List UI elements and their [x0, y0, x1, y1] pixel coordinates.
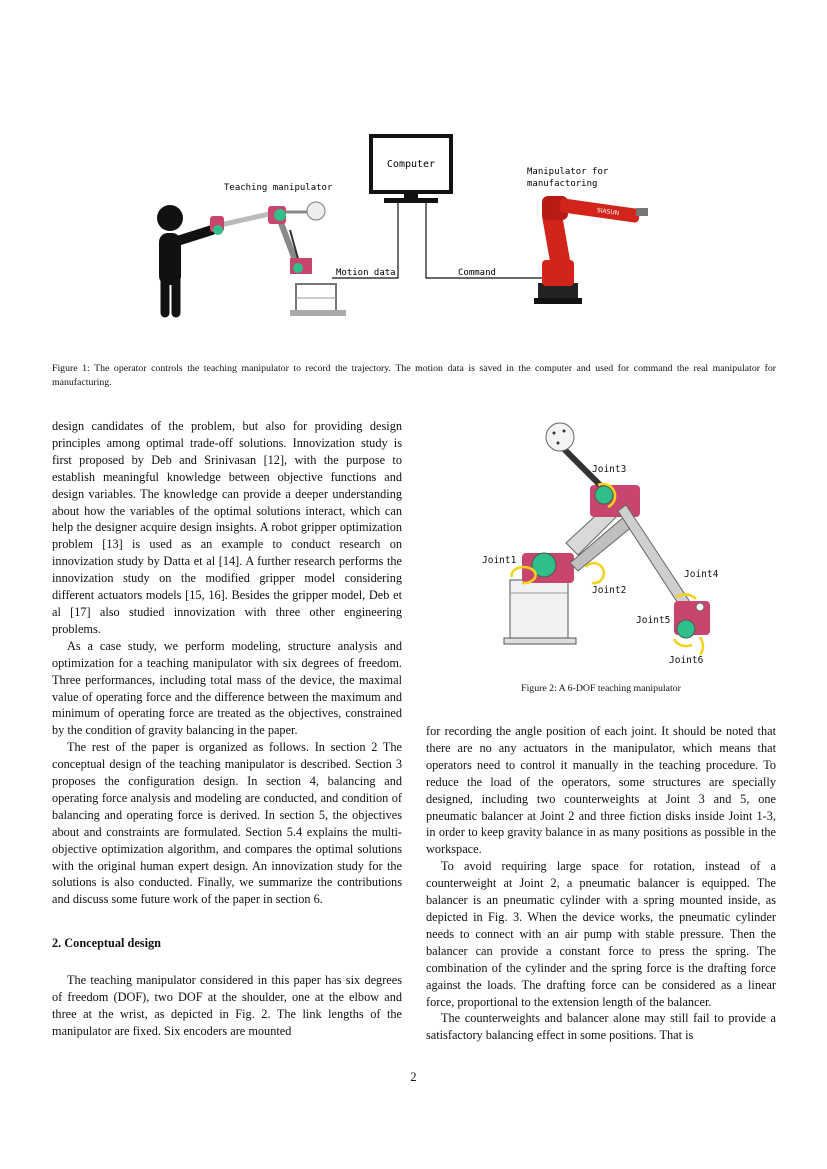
paragraph: The rest of the paper is organized as follows. In section 2 The conceptual design of the teaching manipulator is described. Section 3 proposes the configuration design. In section 4, balancing and operating force analysis and modeling are conducted, and condition of balancing and operating force is derived. In section 5, the objectives about and constraints are formulated. Section 5.4 explains the multi-objective optimization algorithm, and compares the optimal solutions with the original human expert design. An innovization study for the solutions is also conducted. Finally, we summarize the contributions and discuss some future work of the paper in section 6. — [52, 740, 402, 907]
operator-figure — [157, 205, 212, 313]
teaching-manipulator-label: Teaching manipulator — [224, 183, 333, 193]
figure-1 — [150, 130, 670, 350]
figure-2-caption: Figure 2: A 6-DOF teaching manipulator — [521, 683, 681, 694]
motion-data-line — [332, 203, 398, 278]
command-line — [426, 203, 546, 278]
counterweight-disk — [546, 423, 574, 451]
left-column — [52, 418, 402, 1040]
manipulator-label-line1: Manipulator for — [527, 167, 609, 177]
paragraph: The counterweights and balancer alone may still fail to provide a satisfactory balancing effect in some positions. That is — [426, 1011, 776, 1043]
manipulator-label-line2: manufactoring — [527, 179, 598, 189]
teaching-manipulator-drawing — [210, 202, 346, 316]
paragraph: for recording the angle position of each joint. It should be noted that there are no any actuators in the manipulator, which means that operators need to control it manually in the teaching procedure. To reduce the load of the operators, some structures are specially designed, including two counterweights at Joint 3 and 5, one pneumatic balancer at Joint 2 and three fiction disks inside Joint 1-3, in order to keep gravity balance in as many positions as possible in the workspace. — [426, 724, 776, 857]
joint4-label: Joint4 — [684, 569, 719, 580]
section-heading: 2. Conceptual design — [52, 936, 161, 951]
figure-1-caption: Figure 1: The operator controls the teaching manipulator to record the trajectory. The motion data is saved in the computer and used for command the real manipulator for manufacturing. — [52, 363, 776, 388]
joint2-label: Joint2 — [592, 585, 627, 596]
figure-2 — [478, 415, 728, 670]
manufacturing-robot-drawing — [534, 196, 648, 304]
base-stand — [510, 580, 568, 638]
joint3-label: Joint3 — [592, 464, 627, 475]
paragraph: design candidates of the problem, but also for providing design principles among optimal trade-off solutions. Innovization study is first proposed by Deb and Srinivasan [12], with the purpose to establish meaningful knowledge between objective functions and design variables. The knowledge can provide a deeper understanding about how the variables of the optimal solutions interact, which can help the designer acquire design insights. A robot gripper optimization problem [13] is used as an example to conduct research on innovization study by Datta et al [14]. A further research performs the innovization study on the modified gripper model considering different actuators models [15, 16]. Besides the gripper model, Deb et al [17] also studied innovization with three other engineering problems. — [52, 419, 402, 636]
command-label: Command — [458, 268, 496, 278]
right-column — [426, 723, 776, 1044]
robot-brand-label: SIASUN — [596, 207, 620, 218]
computer-label: Computer — [386, 159, 436, 170]
joint6-label: Joint6 — [669, 655, 704, 666]
page-number: 2 — [410, 1070, 417, 1084]
motion-data-label: Motion data — [336, 268, 396, 278]
paragraph: To avoid requiring large space for rotation, instead of a counterweight at Joint 2, a pneumatic balancer is equipped. The balancer is an pneumatic cylinder with a spring mounted inside, as depicted in Fig. 3. When the device works, the pneumatic cylinder needs to connect with an air pump with stable pressure. Then the balancer can provide a constant force to press the spring. The combination of the cylinder and the spring force is the drafting force against the loads. The drafting force can be considered as a linear force, proportional to the extension length of the balancer. — [426, 859, 776, 1009]
joint1-label: Joint1 — [482, 555, 517, 566]
paragraph: As a case study, we perform modeling, structure analysis and optimization for a teaching manipulator with six degrees of freedom. Three performances, including total mass of the device, the maximal value of operating force and the difference between the maximum and minimum of operating force are treated as the objectives, constrained by the condition of gravity balancing in the paper. — [52, 638, 402, 738]
joint5-label: Joint5 — [636, 615, 671, 626]
paragraph: The teaching manipulator considered in this paper has six degrees of freedom (DOF), two DOF at the shoulder, one at the elbow and three at the wrist, as depicted in Fig. 2. The link lengths of the manipulator are fixed. Six encoders are mounted — [52, 973, 402, 1038]
